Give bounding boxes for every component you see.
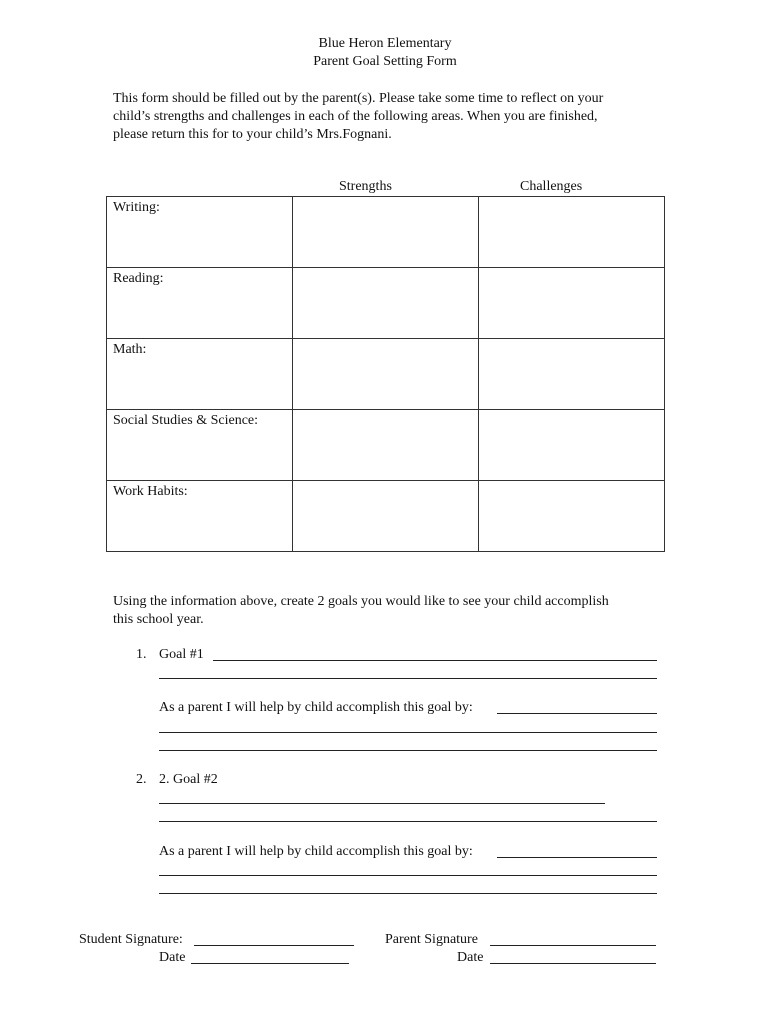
- goal-1-label: Goal #1: [159, 647, 204, 662]
- intro-line-2: child’s strengths and challenges in each of the following areas. When you are finished,: [113, 109, 598, 124]
- student-date-line[interactable]: [191, 963, 349, 964]
- row-label-cell: [107, 481, 293, 552]
- row-label-math: Math:: [113, 342, 147, 357]
- form-title: Parent Goal Setting Form: [313, 54, 457, 69]
- goal-2-input-line-2[interactable]: [159, 821, 657, 822]
- parent-date-line[interactable]: [490, 963, 656, 964]
- column-header-challenges: Challenges: [520, 179, 583, 194]
- student-signature-label: Student Signature:: [79, 932, 183, 947]
- reading-strengths-cell[interactable]: [293, 268, 479, 339]
- row-label-writing: Writing:: [113, 200, 160, 215]
- math-strengths-cell[interactable]: [293, 339, 479, 410]
- goal-2-input-line[interactable]: [159, 803, 605, 804]
- parent-signature-label: Parent Signature: [385, 932, 478, 947]
- goal-2-label: 2. Goal #2: [159, 772, 218, 787]
- table-row: [107, 268, 665, 339]
- table-row: [107, 410, 665, 481]
- row-label-social-studies-science: Social Studies & Science:: [113, 413, 259, 428]
- intro-paragraph: [113, 90, 673, 144]
- goal-1-help-input-line-3[interactable]: [159, 750, 657, 751]
- student-signature-line[interactable]: [194, 945, 354, 946]
- goal-1-help-input-line-2[interactable]: [159, 732, 657, 733]
- goals-intro-line-1: Using the information above, create 2 goals you would like to see your child accomplish: [113, 594, 609, 609]
- intro-line-3: please return this for to your child’s Mrs.Fognani.: [113, 127, 392, 142]
- work-habits-strengths-cell[interactable]: [293, 481, 479, 552]
- math-challenges-cell[interactable]: [479, 339, 665, 410]
- strengths-challenges-table: [106, 196, 665, 552]
- writing-challenges-cell[interactable]: [479, 197, 665, 268]
- table-row: [107, 339, 665, 410]
- goal-1-input-line[interactable]: [213, 660, 657, 661]
- row-label-work-habits: Work Habits:: [113, 484, 188, 499]
- goals-intro-line-2: this school year.: [113, 612, 204, 627]
- goal-1-help-input-line[interactable]: [497, 713, 657, 714]
- work-habits-challenges-cell[interactable]: [479, 481, 665, 552]
- goal-2-number: 2.: [136, 772, 147, 787]
- goal-2-help-input-line[interactable]: [497, 857, 657, 858]
- school-name: Blue Heron Elementary: [318, 36, 452, 51]
- goal-2-help-input-line-3[interactable]: [159, 893, 657, 894]
- parent-date-label: Date: [457, 950, 484, 965]
- table-row: [107, 197, 665, 268]
- student-date-label: Date: [159, 950, 186, 965]
- row-label-cell: [107, 410, 293, 481]
- goal-1-help-label: As a parent I will help by child accomplish this goal by:: [159, 700, 473, 715]
- row-label-cell: [107, 268, 293, 339]
- row-label-cell: [107, 197, 293, 268]
- column-header-strengths: Strengths: [339, 179, 392, 194]
- goal-2-help-label: As a parent I will help by child accomplish this goal by:: [159, 844, 473, 859]
- reading-challenges-cell[interactable]: [479, 268, 665, 339]
- social-studies-challenges-cell[interactable]: [479, 410, 665, 481]
- parent-signature-line[interactable]: [490, 945, 656, 946]
- table-row: [107, 481, 665, 552]
- social-studies-strengths-cell[interactable]: [293, 410, 479, 481]
- goal-2-help-input-line-2[interactable]: [159, 875, 657, 876]
- row-label-reading: Reading:: [113, 271, 164, 286]
- intro-line-1: This form should be filled out by the parent(s). Please take some time to reflect on your: [113, 91, 604, 106]
- goals-intro: [113, 593, 673, 629]
- writing-strengths-cell[interactable]: [293, 197, 479, 268]
- goal-1-input-line-2[interactable]: [159, 678, 657, 679]
- goal-1-number: 1.: [136, 647, 147, 662]
- row-label-cell: [107, 339, 293, 410]
